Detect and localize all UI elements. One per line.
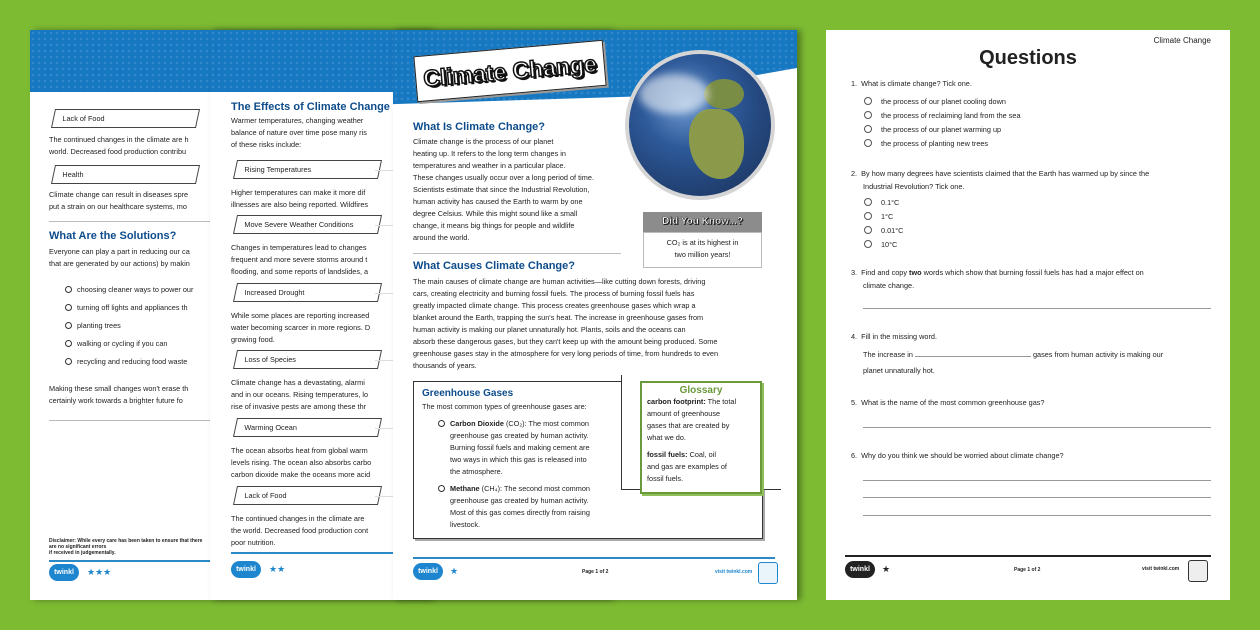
twinkl-logo: twinkl xyxy=(231,561,261,578)
worksheet-page-1 xyxy=(393,30,797,600)
radio-circle-icon[interactable] xyxy=(864,240,872,248)
section-label xyxy=(233,486,382,505)
label-text: Rising Temperatures xyxy=(244,165,312,174)
question-4-sentence-end: planet unnaturally hot. xyxy=(863,366,935,375)
quality-badge-icon xyxy=(758,562,778,584)
label-text: Loss of Species xyxy=(244,355,296,364)
radio-circle-icon[interactable] xyxy=(864,97,872,105)
answer-option[interactable]: the process of reclaiming land from the sea xyxy=(864,109,1021,123)
body-text: While some places are reporting increased water becoming scarcer in more regions. D growing food. xyxy=(231,311,371,344)
body-text: Warmer temperatures, changing weather balance of nature over time pose many ris of these risks include: xyxy=(231,116,367,149)
label-text: Increased Drought xyxy=(244,288,305,297)
answer-line[interactable] xyxy=(863,497,1211,498)
website-link[interactable]: visit twinkl.com xyxy=(715,569,753,575)
answer-line[interactable] xyxy=(863,515,1211,516)
disclaimer: Disclaimer: While every care has been taken to ensure that there are no significant errors if received in judgementally. xyxy=(49,538,203,556)
quality-badge-icon xyxy=(1188,560,1208,582)
earth-globe-image xyxy=(625,50,775,200)
body-text: Climate change can result in diseases spre put a strain on our healthcare systems, mo xyxy=(49,190,189,211)
section-heading: What Is Climate Change? xyxy=(413,121,546,133)
glossary-entry: fossil fuels: Coal, oil and gas are examples of fossil fuels. xyxy=(647,450,727,483)
label-text: Health xyxy=(62,170,84,179)
body-text: Climate change is the process of our planet heating up. It refers to the long term changes in temperatures and weather in a particular place. These changes usually occur over a long period of time. Scientists estimate that since the Industrial Revolution, human activity has caused the Earth to warm by one degree Celsius. While this might sound like a small change, it means big things for people and wildlife around the world. xyxy=(413,137,594,242)
answer-line[interactable] xyxy=(863,427,1211,428)
section-label xyxy=(51,165,200,184)
list-item: planting trees xyxy=(65,317,193,335)
body-text: Climate change has a devastating, alarmi and in our oceans. Rising temperatures, lo rise of invasive pests are among these thr xyxy=(231,378,369,411)
body-text: Everyone can play a part in reducing our ca that are generated by our actions) by makin xyxy=(49,247,190,268)
label-text: Warming Ocean xyxy=(244,423,297,432)
label-text: Lack of Food xyxy=(244,491,287,500)
section-heading: What Causes Climate Change? xyxy=(413,260,575,272)
section-heading: What Are the Solutions? xyxy=(49,230,177,242)
question-4-sentence: The increase in gases from human activity is making our xyxy=(863,350,1164,359)
box-intro: The most common types of greenhouse gases are: xyxy=(422,402,587,411)
body-text: The main causes of climate change are human activities—like cutting down forests, driving cars, creating electricity and burning fossil fuels. The process of burning fossil fuels has greatly impacted climate change. This process creates greenhouse gases which wrap a blanket around the Earth, trapping the sun's heat. The increase in greenhouse gases from human activity is making our planet unnaturally hot. Plants, soils and the oceans can absorb these dangerous gases, but they can't keep up with the amount being produced. Some greenhouse gases stay in the atmosphere for very long periods of time, from hundreds to even thousands of years. xyxy=(413,277,719,370)
section-label xyxy=(233,350,382,369)
body-text: Making these small changes won't erase th certainly work towards a brighter future fo xyxy=(49,384,189,405)
radio-circle-icon[interactable] xyxy=(864,111,872,119)
glossary-entry: carbon footprint: The total amount of greenhouse gases that are created by what we do. xyxy=(647,397,737,442)
gas-list-item: Methane (CH₄): The second most common greenhouse gas created by human activity. Most of this gas comes directly from raising livestock. xyxy=(438,483,590,531)
section-label xyxy=(233,160,382,179)
answer-option[interactable]: 0.01°C xyxy=(864,224,903,238)
question-4: 4. Fill in the missing word. xyxy=(851,332,937,341)
label-text: Lack of Food xyxy=(62,114,105,123)
answer-line[interactable] xyxy=(863,480,1211,481)
star-rating-icon: ★ xyxy=(450,566,459,576)
section-label xyxy=(233,418,382,437)
glossary-box xyxy=(640,381,762,494)
answer-option[interactable]: 0.1°C xyxy=(864,196,903,210)
body-text: The continued changes in the climate are h world. Decreased food production contribu xyxy=(49,135,189,156)
radio-circle-icon[interactable] xyxy=(864,212,872,220)
gas-list-item: Carbon Dioxide (CO₂): The most common greenhouse gas created by human activity. Burning fossil fuels and making cement are two ways in which this gas is released into the atmosphere. xyxy=(438,418,590,478)
radio-circle-icon[interactable] xyxy=(864,198,872,206)
solutions-list xyxy=(65,281,193,371)
answer-line[interactable] xyxy=(863,308,1211,309)
question-2: 2. By how many degrees have scientists claimed that the Earth has warmed up by since the Industrial Revolution? Tick one. xyxy=(851,169,1150,191)
body-text: The continued changes in the climate are the world. Decreased food production cont poor nutrition. xyxy=(231,514,369,547)
list-item: walking or cycling if you can xyxy=(65,335,193,353)
question-6: 6. Why do you think we should be worried about climate change? xyxy=(851,451,1064,460)
questions-page xyxy=(826,30,1230,600)
box-heading: Greenhouse Gases xyxy=(422,388,514,399)
section-label xyxy=(51,109,200,128)
list-item: choosing cleaner ways to power our xyxy=(65,281,193,299)
page-title: Climate Change xyxy=(422,50,598,92)
body-text: Higher temperatures can make it more dif illnesses are also being reported. Wildfires xyxy=(231,188,369,209)
star-rating-icon: ★ xyxy=(882,564,891,574)
section-label xyxy=(233,283,382,302)
page-number: Page 1 of 2 xyxy=(1014,567,1041,573)
radio-circle-icon[interactable] xyxy=(864,139,872,147)
section-label xyxy=(233,215,382,234)
fact-box: CO₂ is at its highest in two million years! xyxy=(643,232,762,268)
answer-option[interactable]: the process of our planet cooling down xyxy=(864,95,1021,109)
label-text: Move Severe Weather Conditions xyxy=(244,220,354,229)
page-number: Page 1 of 2 xyxy=(582,569,609,575)
body-text: The ocean absorbs heat from global warm levels rising. The ocean also absorbs carbo carbon dioxide make the oceans more acid xyxy=(231,446,372,479)
answer-option[interactable]: 10°C xyxy=(864,238,903,252)
answer-option[interactable]: the process of our planet warming up xyxy=(864,123,1021,137)
radio-circle-icon[interactable] xyxy=(864,226,872,234)
did-you-know-heading: Did You Know...? xyxy=(643,212,762,232)
twinkl-logo: twinkl xyxy=(49,564,79,581)
question-3: 3. Find and copy two words which show that burning fossil fuels has had a major effect on climate change. xyxy=(851,268,1144,290)
section-heading: The Effects of Climate Change xyxy=(231,101,390,113)
star-rating-icon: ★★★ xyxy=(87,567,112,577)
body-text: Changes in temperatures lead to changes frequent and more severe storms around t flooding, and some reports of landslides, a xyxy=(231,243,369,276)
question-1: 1. What is climate change? Tick one. xyxy=(851,79,972,88)
star-rating-icon: ★★ xyxy=(269,564,286,574)
fill-in-blank[interactable] xyxy=(915,356,1031,357)
twinkl-logo: twinkl xyxy=(413,563,443,580)
radio-circle-icon[interactable] xyxy=(864,125,872,133)
list-item: recycling and reducing food waste xyxy=(65,353,193,371)
list-item: turning off lights and appliances th xyxy=(65,299,193,317)
page-header: Climate Change xyxy=(1153,36,1211,45)
answer-option[interactable]: 1°C xyxy=(864,210,903,224)
page-title: Questions xyxy=(979,47,1077,69)
question-5: 5. What is the name of the most common greenhouse gas? xyxy=(851,398,1045,407)
website-link[interactable]: visit twinkl.com xyxy=(1142,566,1180,572)
answer-option[interactable]: the process of planting new trees xyxy=(864,137,1021,151)
glossary-heading: Glossary xyxy=(679,385,723,396)
twinkl-logo: twinkl xyxy=(845,561,875,578)
